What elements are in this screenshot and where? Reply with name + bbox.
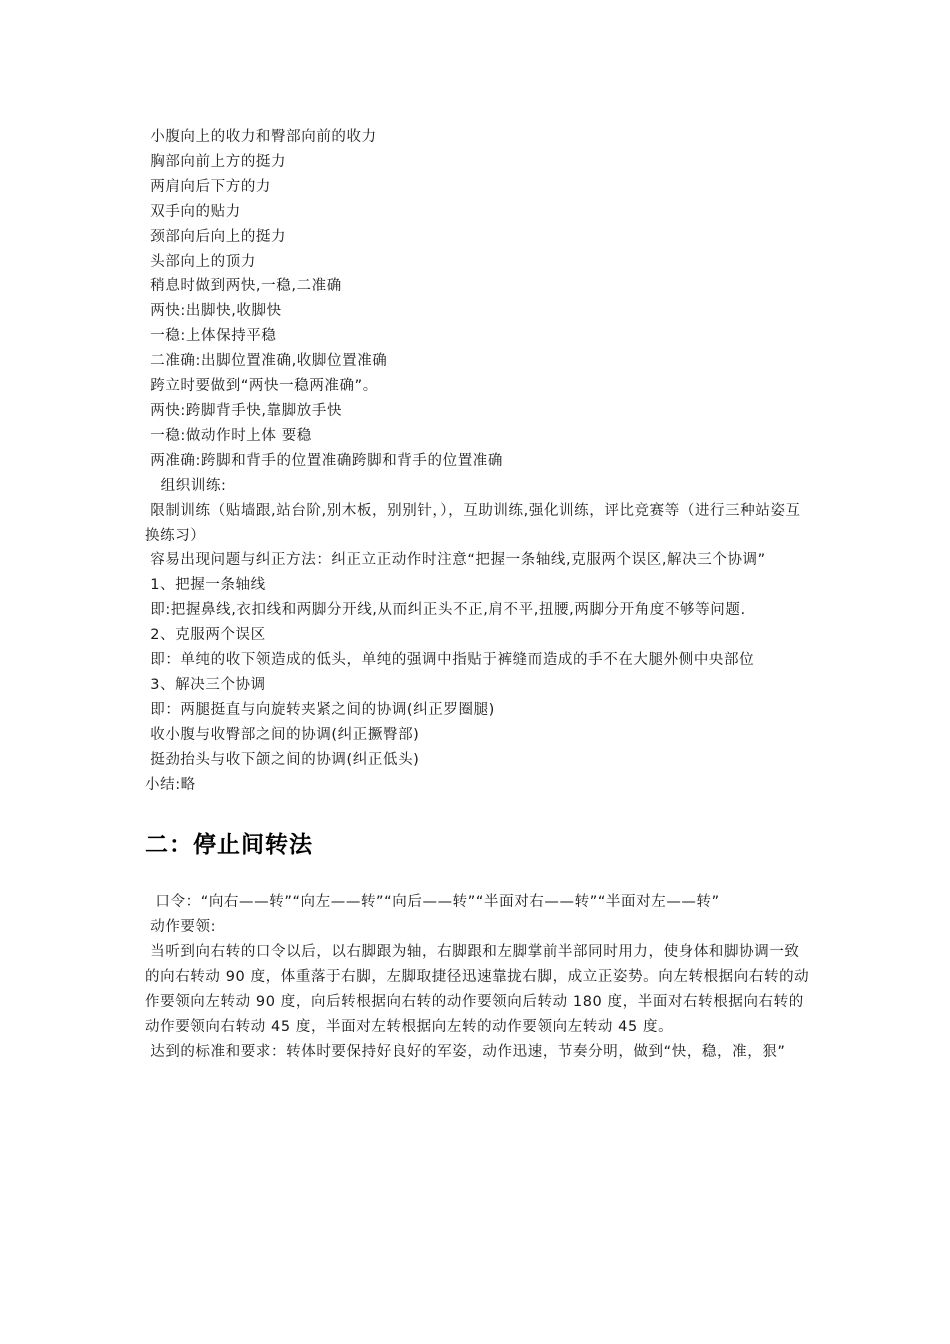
text-line: 头部向上的顶力	[145, 253, 256, 270]
text-line: 胸部向前上方的挺力	[145, 153, 287, 170]
section-heading: 二：停止间转法	[145, 832, 313, 859]
document-page	[145, 125, 810, 1065]
text-line: 稍息时做到两快,一稳,二准确	[145, 278, 342, 295]
text-line: 两快:跨脚背手快,靠脚放手快	[145, 402, 343, 419]
text-line: 双手向的贴力	[145, 203, 241, 220]
text-line: 小腹向上的收力和臀部向前的收力	[145, 129, 377, 145]
text-line: 动作要领:	[145, 919, 217, 936]
text-line: 1、把握一条轴线	[145, 577, 266, 594]
text-line: 跨立时要做到“两快一稳两准确”。	[145, 378, 378, 395]
text-line: 二准确:出脚位置准确,收脚位置准确	[145, 353, 388, 370]
text-line: 组织训练:	[145, 477, 227, 494]
text-line: 达到的标准和要求：转体时要保持好良好的军姿，动作迅速，节奏分明，做到“快，稳，准，狠”	[145, 1043, 786, 1060]
text-line: 两准确:跨脚和背手的位置准确跨脚和背手的位置准确	[145, 452, 504, 469]
text-line: 一稳:做动作时上体 要稳	[145, 427, 312, 444]
text-line: 即:把握鼻线,衣扣线和两脚分开线,从而纠正头不正,肩不平,扭腰,两脚分开角度不够等问题.	[145, 602, 746, 619]
text-line: 3、解决三个协调	[145, 676, 266, 693]
text-line: 小结:略	[145, 776, 196, 793]
text-line: 口令：“向右——转”“向左——转”“向后——转”“半面对右——转”“半面对左——转”	[145, 894, 720, 911]
text-line: 收小腹与收臀部之间的协调(纠正撅臀部)	[145, 726, 420, 743]
section-standing-posture	[145, 125, 810, 797]
text-line: 容易出现问题与纠正方法：纠正立正动作时注意“把握一条轴线,克服两个误区,解决三个协调”	[145, 552, 766, 569]
section-turning	[145, 890, 810, 1064]
text-line: 两肩向后下方的力	[145, 178, 272, 195]
text-line: 限制训练（贴墙跟,站台阶,别木板，别别针，），互助训练,强化训练，评比竞赛等（进行三种站姿互换练习）	[145, 502, 801, 544]
text-line: 两快:出脚快,收脚快	[145, 303, 282, 320]
text-line: 颈部向后向上的挺力	[145, 228, 287, 245]
text-line: 当听到向右转的口令以后，以右脚跟为轴，右脚跟和左脚掌前半部同时用力，使身体和脚协调一致的向右转动 90 度，体重落于右脚，左脚取捷径迅速靠拢右脚，成立正姿势。向左转根据向右转的动作要领向左转动 90 度，向后转根据向右转的动作要领向后转动 180 度，半面对右转根据向右转的动作要领向右转动 45 度，半面对左转根据向左转的动作要领向左转动 45 度。	[145, 944, 810, 1035]
text-line: 一稳:上体保持平稳	[145, 328, 277, 345]
text-line: 即：两腿挺直与向旋转夹紧之间的协调(纠正罗圈腿)	[145, 701, 495, 718]
text-line: 2、克服两个误区	[145, 627, 266, 644]
text-line: 即：单纯的收下领造成的低头，单纯的强调中指贴于裤缝而造成的手不在大腿外侧中央部位	[145, 652, 755, 669]
text-line: 挺劲抬头与收下颌之间的协调(纠正低头)	[145, 751, 420, 768]
